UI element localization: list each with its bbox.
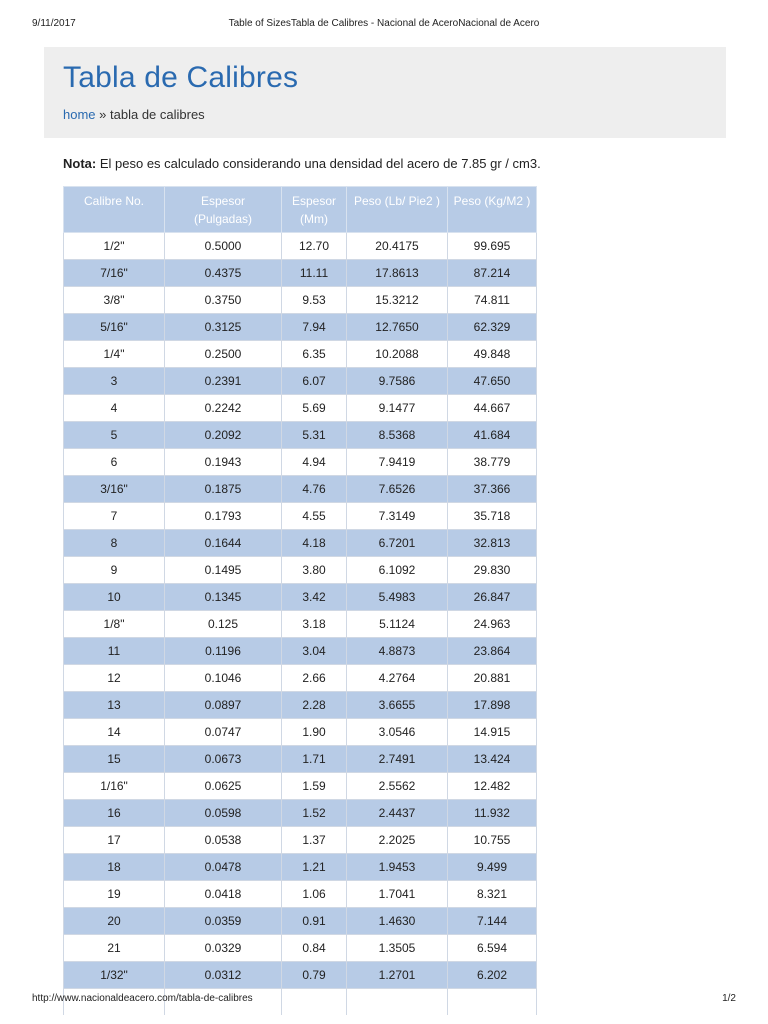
column-header-text: (Mm): [300, 212, 328, 226]
column-header-text: Calibre No.: [83, 194, 145, 208]
table-cell: 12.7650: [347, 314, 448, 341]
table-cell: 4.8873: [347, 638, 448, 665]
table-cell: 0.1875: [165, 476, 282, 503]
column-header-text: Espesor: [200, 194, 246, 208]
table-row: [64, 314, 537, 341]
table-row: [64, 449, 537, 476]
column-header: [347, 187, 448, 233]
table-cell: 5.69: [282, 395, 347, 422]
table-cell: 9: [64, 557, 165, 584]
table-cell: 1.90: [282, 719, 347, 746]
table-cell: 0.79: [282, 962, 347, 989]
table-cell: 11: [64, 638, 165, 665]
table-cell: 13.424: [448, 746, 537, 773]
table-cell: 2.66: [282, 665, 347, 692]
table-cell: 1.7041: [347, 881, 448, 908]
table-cell: 14.915: [448, 719, 537, 746]
table-cell: 2.7491: [347, 746, 448, 773]
table-cell: 37.366: [448, 476, 537, 503]
table-row: [64, 233, 537, 260]
table-cell: 0.1644: [165, 530, 282, 557]
table-cell: 29.830: [448, 557, 537, 584]
table-cell: 0.2391: [165, 368, 282, 395]
table-row: [64, 935, 537, 962]
table-row: [64, 557, 537, 584]
table-cell: 20: [64, 908, 165, 935]
table-cell: 6.35: [282, 341, 347, 368]
table-cell: 62.329: [448, 314, 537, 341]
column-header-text: Peso (Kg/M2 ): [453, 194, 531, 208]
table-cell: 3.04: [282, 638, 347, 665]
table-cell: 9.7586: [347, 368, 448, 395]
breadcrumb-current: tabla de calibres: [110, 107, 205, 122]
table-cell: 7.6526: [347, 476, 448, 503]
table-cell: 38.779: [448, 449, 537, 476]
note-text: El peso es calculado considerando una densidad del acero de 7.85 gr / cm3.: [99, 156, 541, 171]
table-cell: 1.71: [282, 746, 347, 773]
table-cell: 0.2242: [165, 395, 282, 422]
table-row: [64, 395, 537, 422]
table-cell: 20.4175: [347, 233, 448, 260]
table-cell: 35.718: [448, 503, 537, 530]
table-cell: 2.2025: [347, 827, 448, 854]
table-cell: 2.28: [282, 692, 347, 719]
table-cell: 7/16": [64, 260, 165, 287]
table-cell: 41.684: [448, 422, 537, 449]
table-cell: 6.202: [448, 962, 537, 989]
table-cell: 4.18: [282, 530, 347, 557]
table-cell: 44.667: [448, 395, 537, 422]
table-cell: 17: [64, 827, 165, 854]
breadcrumb-separator: »: [99, 107, 107, 122]
table-cell: 19: [64, 881, 165, 908]
table-cell: 1.3505: [347, 935, 448, 962]
print-header: [0, 18, 768, 32]
table-cell: 15.3212: [347, 287, 448, 314]
table-row: [64, 584, 537, 611]
table-cell: 8.321: [448, 881, 537, 908]
column-header-text: Espesor: [291, 194, 337, 208]
table-cell: 47.650: [448, 368, 537, 395]
table-cell: 6.1092: [347, 557, 448, 584]
table-cell: 0.125: [165, 611, 282, 638]
table-cell: 9.499: [448, 854, 537, 881]
table-cell: 7.144: [448, 908, 537, 935]
table-cell: 1.2701: [347, 962, 448, 989]
table-cell: 10.755: [448, 827, 537, 854]
note-label: Nota:: [63, 156, 97, 171]
table-cell: [347, 989, 448, 1016]
table-row: [64, 827, 537, 854]
table-row: [64, 638, 537, 665]
table-row: [64, 503, 537, 530]
table-cell: 0.0897: [165, 692, 282, 719]
table-cell: 0.0625: [165, 773, 282, 800]
table-cell: 1.9453: [347, 854, 448, 881]
table-cell: 0.1046: [165, 665, 282, 692]
table-cell: 7.9419: [347, 449, 448, 476]
gauge-table: [63, 186, 537, 1015]
column-header: [165, 187, 282, 233]
table-cell: 12.482: [448, 773, 537, 800]
table-row: [64, 287, 537, 314]
table-row: [64, 692, 537, 719]
table-cell: 0.1345: [165, 584, 282, 611]
table-cell: 12: [64, 665, 165, 692]
table-cell: 4.55: [282, 503, 347, 530]
table-cell: [282, 989, 347, 1016]
table-cell: 1/32": [64, 962, 165, 989]
density-note: [63, 156, 541, 171]
table-cell: 10: [64, 584, 165, 611]
table-cell: 49.848: [448, 341, 537, 368]
table-cell: 0.0359: [165, 908, 282, 935]
table-row: [64, 746, 537, 773]
table-cell: 0.3750: [165, 287, 282, 314]
table-row: [64, 341, 537, 368]
table-cell: 8.5368: [347, 422, 448, 449]
table-cell: 5/16": [64, 314, 165, 341]
table-cell: 14: [64, 719, 165, 746]
table-cell: 24.963: [448, 611, 537, 638]
table-cell: 4: [64, 395, 165, 422]
table-row: [64, 800, 537, 827]
table-cell: 4.94: [282, 449, 347, 476]
table-cell: 87.214: [448, 260, 537, 287]
table-cell: 3.6655: [347, 692, 448, 719]
table-cell: 0.0418: [165, 881, 282, 908]
column-header: [64, 187, 165, 233]
table-row: [64, 260, 537, 287]
table-cell: 26.847: [448, 584, 537, 611]
table-cell: 1.52: [282, 800, 347, 827]
column-header: [448, 187, 537, 233]
table-cell: 0.1495: [165, 557, 282, 584]
table-cell: 0.0673: [165, 746, 282, 773]
column-header: [282, 187, 347, 233]
table-row: [64, 719, 537, 746]
table-cell: 17.8613: [347, 260, 448, 287]
table-cell: 2.5562: [347, 773, 448, 800]
table-cell: 4.76: [282, 476, 347, 503]
table-cell: 9.1477: [347, 395, 448, 422]
table-row: [64, 962, 537, 989]
table-row: [64, 368, 537, 395]
table-row: [64, 422, 537, 449]
table-cell: 3.42: [282, 584, 347, 611]
table-body: [64, 233, 537, 1016]
table-row: [64, 611, 537, 638]
table-cell: 0.0747: [165, 719, 282, 746]
table-cell: 1.06: [282, 881, 347, 908]
table-cell: 9.53: [282, 287, 347, 314]
table-cell: 17.898: [448, 692, 537, 719]
table-cell: 0.84: [282, 935, 347, 962]
table-row: [64, 773, 537, 800]
table-cell: 0.1943: [165, 449, 282, 476]
table-cell: 1/2": [64, 233, 165, 260]
table-cell: 1.4630: [347, 908, 448, 935]
print-page-number: 1/2: [722, 993, 736, 1004]
table-cell: 1/8": [64, 611, 165, 638]
table-row: [64, 854, 537, 881]
table-cell: 6.7201: [347, 530, 448, 557]
table-cell: 3.18: [282, 611, 347, 638]
table-cell: 6.07: [282, 368, 347, 395]
table-cell: 13: [64, 692, 165, 719]
table-cell: 8: [64, 530, 165, 557]
table-cell: 99.695: [448, 233, 537, 260]
table-cell: 0.0312: [165, 962, 282, 989]
table-row: [64, 881, 537, 908]
table-cell: 6: [64, 449, 165, 476]
table-cell: 0.0478: [165, 854, 282, 881]
table-header-row: [64, 187, 537, 233]
breadcrumb-home-link[interactable]: home: [63, 107, 96, 122]
table-cell: 0.91: [282, 908, 347, 935]
table-cell: 3/16": [64, 476, 165, 503]
table-cell: 21: [64, 935, 165, 962]
table-row: [64, 665, 537, 692]
table-cell: 32.813: [448, 530, 537, 557]
table-cell: 11.11: [282, 260, 347, 287]
table-cell: 3: [64, 368, 165, 395]
table-cell: 0.1793: [165, 503, 282, 530]
table-cell: 1/16": [64, 773, 165, 800]
table-cell: 3.80: [282, 557, 347, 584]
table-cell: 15: [64, 746, 165, 773]
print-page-title: Table of SizesTabla de Calibres - Nacional de AceroNacional de Acero: [228, 18, 540, 29]
table-cell: 5.31: [282, 422, 347, 449]
print-url: http://www.nacionaldeacero.com/tabla-de-calibres: [32, 993, 253, 1004]
table-cell: 0.5000: [165, 233, 282, 260]
table-cell: 2.4437: [347, 800, 448, 827]
table-cell: 74.811: [448, 287, 537, 314]
table-cell: 0.3125: [165, 314, 282, 341]
table-cell: 1.21: [282, 854, 347, 881]
table-cell: 3.0546: [347, 719, 448, 746]
table-cell: 5.4983: [347, 584, 448, 611]
table-cell: 12.70: [282, 233, 347, 260]
print-date: 9/11/2017: [32, 18, 76, 29]
table-cell: 7.3149: [347, 503, 448, 530]
table-cell: 0.1196: [165, 638, 282, 665]
table-cell: 0.4375: [165, 260, 282, 287]
table-cell: 0.0598: [165, 800, 282, 827]
breadcrumb: [63, 107, 205, 122]
table-cell: 18: [64, 854, 165, 881]
table-cell: 10.2088: [347, 341, 448, 368]
table-cell: 20.881: [448, 665, 537, 692]
page-title: Tabla de Calibres: [63, 61, 299, 94]
column-header-text: Peso (Lb/ Pie2 ): [353, 194, 441, 208]
table-cell: 1.37: [282, 827, 347, 854]
table-row: [64, 530, 537, 557]
table-cell: 5: [64, 422, 165, 449]
table-cell: 5.1124: [347, 611, 448, 638]
table-cell: 16: [64, 800, 165, 827]
table-cell: 11.932: [448, 800, 537, 827]
page-header: [44, 47, 726, 138]
table-cell: 23.864: [448, 638, 537, 665]
table-cell: [448, 989, 537, 1016]
table-cell: 1/4": [64, 341, 165, 368]
table-cell: 0.2500: [165, 341, 282, 368]
table-row: [64, 476, 537, 503]
table-cell: 0.2092: [165, 422, 282, 449]
table-row: [64, 908, 537, 935]
column-header-text: (Pulgadas): [193, 212, 253, 226]
table-cell: 7: [64, 503, 165, 530]
table-cell: 3/8": [64, 287, 165, 314]
table-cell: 1.59: [282, 773, 347, 800]
table-cell: 0.0329: [165, 935, 282, 962]
table-cell: 0.0538: [165, 827, 282, 854]
table-cell: 7.94: [282, 314, 347, 341]
table-cell: 6.594: [448, 935, 537, 962]
table-cell: 4.2764: [347, 665, 448, 692]
